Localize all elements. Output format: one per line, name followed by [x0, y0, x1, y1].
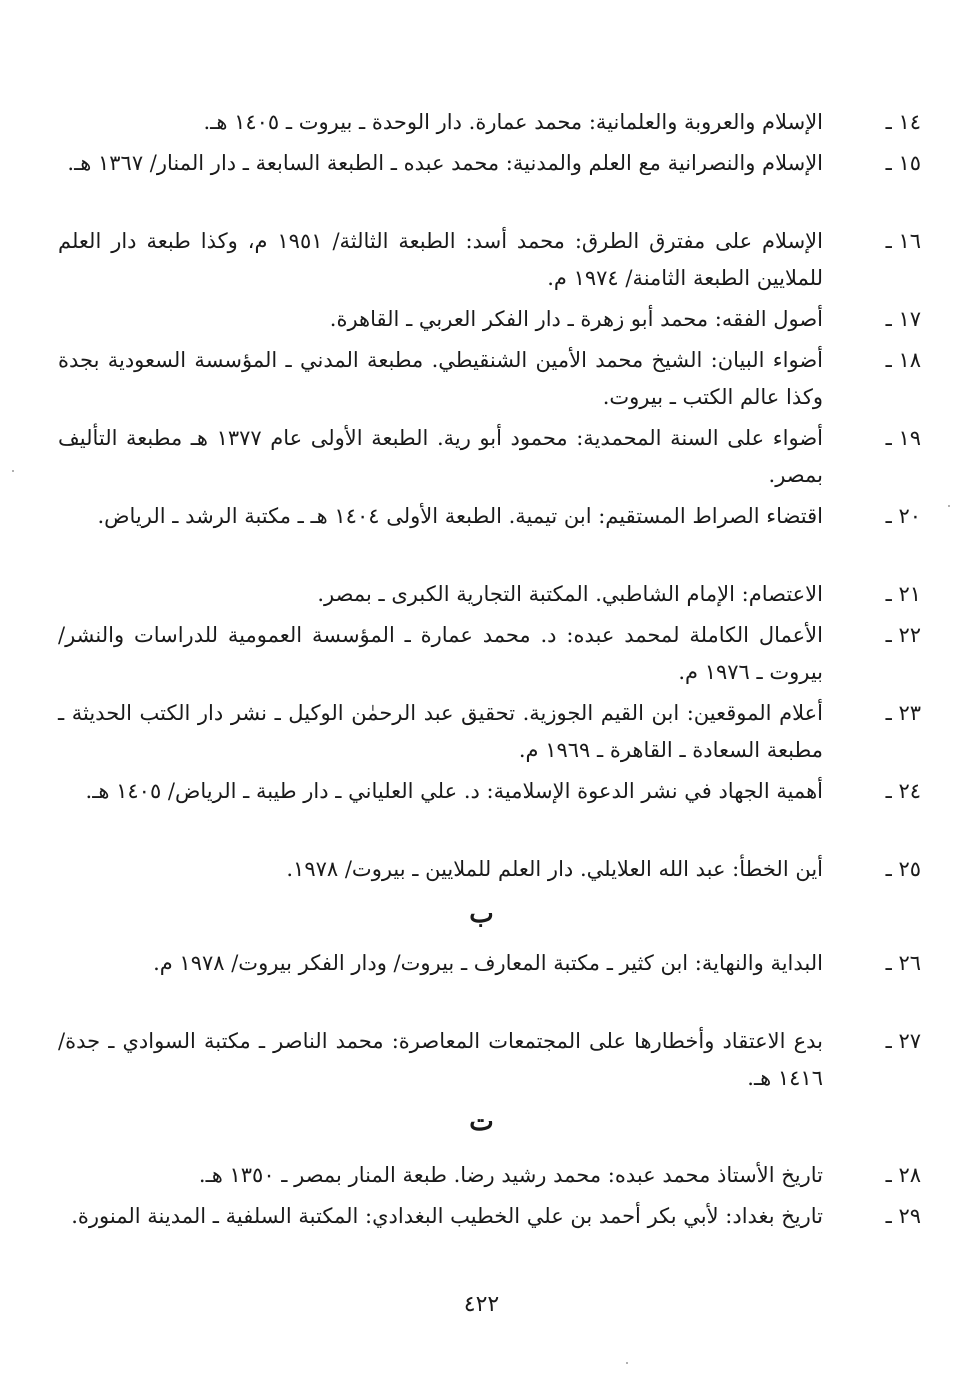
- list-item: [58, 945, 921, 1019]
- entry-number: ٢٩ ـ: [885, 1204, 921, 1228]
- entry-text: بدع الاعتقاد وأخطارها على المجتمعات المعاصرة: محمد الناصر ـ مكتبة السوادي ـ جدة/ ١٤١٦ هـ.: [58, 1029, 823, 1090]
- list-item: [58, 342, 921, 416]
- entry-number: ١٧ ـ: [885, 307, 921, 331]
- list-item: [58, 498, 921, 572]
- section-heading-ta: ت: [469, 1107, 494, 1137]
- list-item: [58, 420, 921, 494]
- entry-text: اقتضاء الصراط المستقيم: ابن تيمية. الطبعة الأولى ١٤٠٤ هـ ـ مكتبة الرشد ـ الرياض.: [97, 504, 823, 528]
- entry-text: تاريخ الأستاذ محمد عبده: محمد رشيد رضا. طبعة المنار بمصر ـ ١٣٥٠ هـ.: [198, 1163, 823, 1187]
- entry-text: الإسلام والعروبة والعلمانية: محمد عمارة. دار الوحدة ـ بيروت ـ ١٤٠٥ هـ.: [203, 110, 823, 134]
- entry-text: الأعمال الكاملة لمحمد عبده: د. محمد عمارة ـ المؤسسة العمومية للدراسات والنشر/ بيروت ـ ١٩٧٦ م.: [58, 623, 823, 684]
- scan-speck: [948, 505, 950, 507]
- list-item: [58, 617, 921, 691]
- entry-number: ٢٠ ـ: [885, 504, 921, 528]
- entry-number: ٢٧ ـ: [885, 1029, 921, 1053]
- list-item: [58, 695, 921, 769]
- entry-text: الإسلام والنصرانية مع العلم والمدنية: محمد عبده ـ الطبعة السابعة ـ دار المنار/ ١٣٦٧ هـ.: [67, 151, 823, 175]
- entry-text: أضواء على السنة المحمدية: محمود أبو رية. الطبعة الأولى عام ١٣٧٧ هـ مطبعة التأليف بمصر.: [58, 426, 823, 487]
- list-item: [58, 851, 921, 888]
- entry-number: ٢٥ ـ: [885, 857, 921, 881]
- scan-speck: [12, 470, 14, 472]
- entry-text: الاعتصام: الإمام الشاطبي. المكتبة التجارية الكبرى ـ بمصر.: [317, 582, 823, 606]
- section-heading-ba: ب: [469, 899, 494, 929]
- bibliography-list-ba: [58, 945, 921, 1097]
- entry-text: تاريخ بغداد: لأبي بكر أحمد بن علي الخطيب البغدادي: المكتبة السلفية ـ المدينة المنورة.: [71, 1204, 823, 1228]
- entry-number: ٢٤ ـ: [885, 779, 921, 803]
- entry-number: ٢١ ـ: [885, 582, 921, 606]
- entry-number: ٢٢ ـ: [885, 623, 921, 647]
- entry-text: أصول الفقه: محمد أبو زهرة ـ دار الفكر العربي ـ القاهرة.: [329, 307, 823, 331]
- entry-number: ١٨ ـ: [885, 348, 921, 372]
- bibliography-list-alif: [58, 104, 921, 888]
- entry-number: ١٦ ـ: [885, 229, 921, 253]
- entry-text: أعلام الموقعين: ابن القيم الجوزية. تحقيق عبد الرحمٰن الوكيل ـ نشر دار الكتب الحديثة ـ مطبعة السعادة ـ القاهرة ـ ١٩٦٩ م.: [58, 701, 823, 762]
- entry-number: ١٥ ـ: [885, 151, 921, 175]
- list-item: [58, 104, 921, 141]
- entry-text: أضواء البيان: الشيخ محمد الأمين الشنقيطي. مطبعة المدني ـ المؤسسة السعودية بجدة وكذا عالم الكتب ـ بيروت.: [58, 348, 823, 409]
- list-item: [58, 223, 921, 297]
- list-item: [58, 773, 921, 847]
- entry-number: ٢٣ ـ: [885, 701, 921, 725]
- entry-text: البداية والنهاية: ابن كثير ـ مكتبة المعارف ـ بيروت/ ودار الفكر بيروت/ ١٩٧٨ م.: [153, 951, 823, 975]
- bibliography-list-ta: [58, 1157, 921, 1272]
- list-item: [58, 576, 921, 613]
- entry-text: أين الخطأ: عبد الله العلايلي. دار العلم للملايين ـ بيروت/ ١٩٧٨.: [286, 857, 823, 881]
- page-number: ٤٢٢: [463, 1292, 500, 1317]
- list-item: [58, 145, 921, 219]
- list-item: [58, 1157, 921, 1194]
- list-item: [58, 301, 921, 338]
- list-item: [58, 1023, 921, 1097]
- entry-number: ١٤ ـ: [885, 110, 921, 134]
- entry-number: ٢٦ ـ: [885, 951, 921, 975]
- entry-text: الإسلام على مفترق الطرق: محمد أسد: الطبعة الثالثة/ ١٩٥١ م، وكذا طبعة دار العلم للملايين الطبعة الثامنة/ ١٩٧٤ م.: [58, 229, 823, 290]
- entry-number: ١٩ ـ: [885, 426, 921, 450]
- entry-number: ٢٨ ـ: [885, 1163, 921, 1187]
- list-item: [58, 1198, 921, 1272]
- entry-text: أهمية الجهاد في نشر الدعوة الإسلامية: د. علي العلياني ـ دار طيبة ـ الرياض/ ١٤٠٥ هـ.: [85, 779, 823, 803]
- scan-speck: [626, 1362, 628, 1364]
